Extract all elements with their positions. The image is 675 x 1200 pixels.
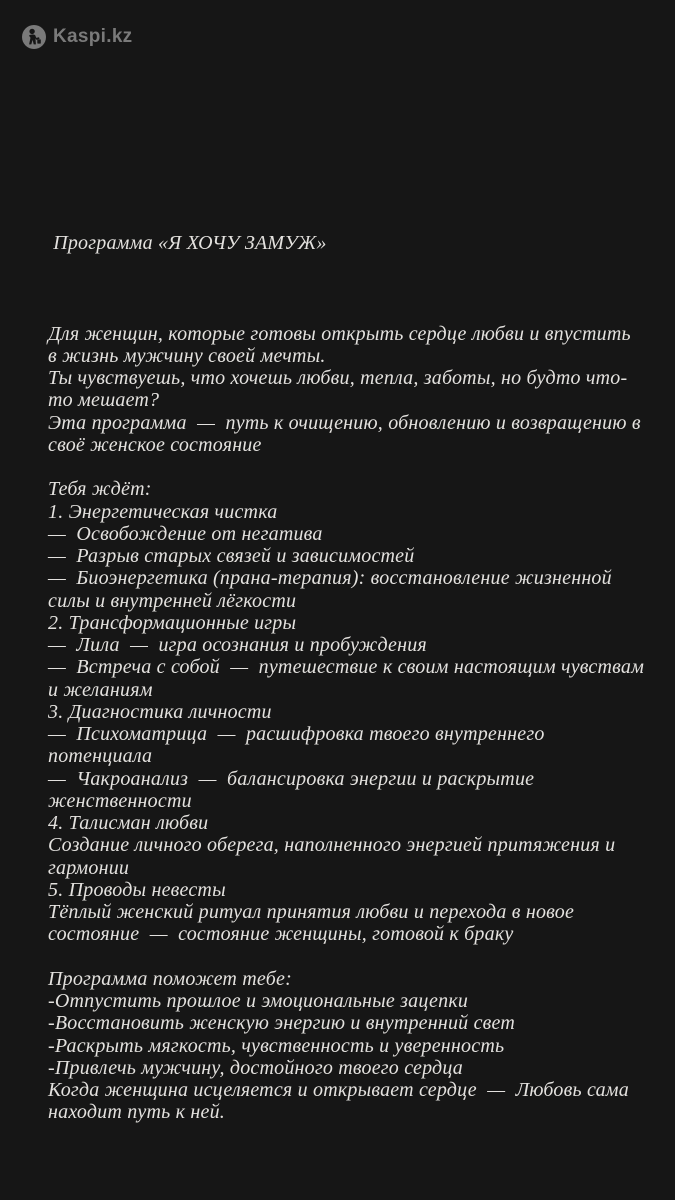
kaspi-logo [22, 25, 133, 49]
text-line: -Привлечь мужчину, достойного твоего сердца [48, 1056, 463, 1079]
program-description [48, 186, 648, 1147]
text-line: — Освобождение от негатива [48, 522, 323, 545]
text-line: находит путь к ней. [48, 1101, 225, 1124]
text-line: то мешает? [48, 389, 160, 412]
text-line: и желаниям [48, 678, 153, 701]
text-line: женственности [48, 789, 192, 812]
text-line [48, 456, 648, 478]
text-line: 2. Трансформационные игры [48, 611, 297, 634]
text-line: Создание личного оберега, наполненного энергией притяжения и [48, 834, 616, 857]
text-line: силы и внутренней лёгкости [48, 589, 297, 612]
text-line: -Отпустить прошлое и эмоциональные зацепки [48, 990, 469, 1012]
text-line: 4. Талисман любви [48, 812, 209, 834]
text-line: Ты чувствуешь, что хочешь любви, тепла, заботы, но будто что- [48, 367, 628, 389]
text-line: — Психоматрица — расшифровка твоего внутреннего [48, 723, 545, 745]
text-line: Тёплый женский ритуал принятия любви и перехода в новое [48, 901, 575, 923]
text-line: Для женщин, которые готовы открыть сердце любви и впустить [48, 322, 631, 345]
text-line: гармонии [48, 856, 130, 879]
text-line: Эта программа — путь к очищению, обновлению и возвращению в [48, 411, 641, 434]
text-line [48, 946, 648, 968]
text-line: — Чакроанализ — балансировка энергии и раскрытие [48, 767, 535, 790]
text-line [48, 300, 648, 322]
text-line: 3. Диагностика личности [48, 700, 272, 723]
text-line: — Встреча с собой — путешествие к своим настоящим чувствам [48, 656, 645, 679]
text-line: Когда женщина исцеляется и открывает сердце — Любовь сама [48, 1079, 629, 1101]
text-line: 5. Проводы невесты [48, 878, 226, 901]
kaspi-shopper-icon [22, 25, 46, 49]
text-line: Программа поможет тебе: [48, 967, 292, 990]
text-line: 1. Энергетическая чистка [48, 500, 278, 523]
text-line: своё женское состояние [48, 433, 262, 456]
text-line: — Лила — игра осознания и пробуждения [48, 634, 427, 656]
text-line: в жизнь мужчину своей мечты. [48, 344, 326, 367]
document-body [48, 300, 648, 1123]
text-line: потенциала [48, 745, 153, 768]
program-title: Программа «Я ХОЧУ ЗАМУЖ» [48, 232, 327, 254]
text-line: состояние — состояние женщины, готовой к браку [48, 923, 514, 946]
text-line: — Разрыв старых связей и зависимостей [48, 545, 415, 567]
text-line: Тебя ждёт: [48, 478, 152, 501]
text-line: — Биоэнергетика (прана-терапия): восстановление жизненной [48, 567, 612, 590]
kaspi-logo-text: Kaspi.kz [53, 26, 133, 47]
text-line: -Раскрыть мягкость, чувственность и уверенность [48, 1034, 505, 1057]
text-line: -Восстановить женскую энергию и внутренний свет [48, 1012, 515, 1035]
